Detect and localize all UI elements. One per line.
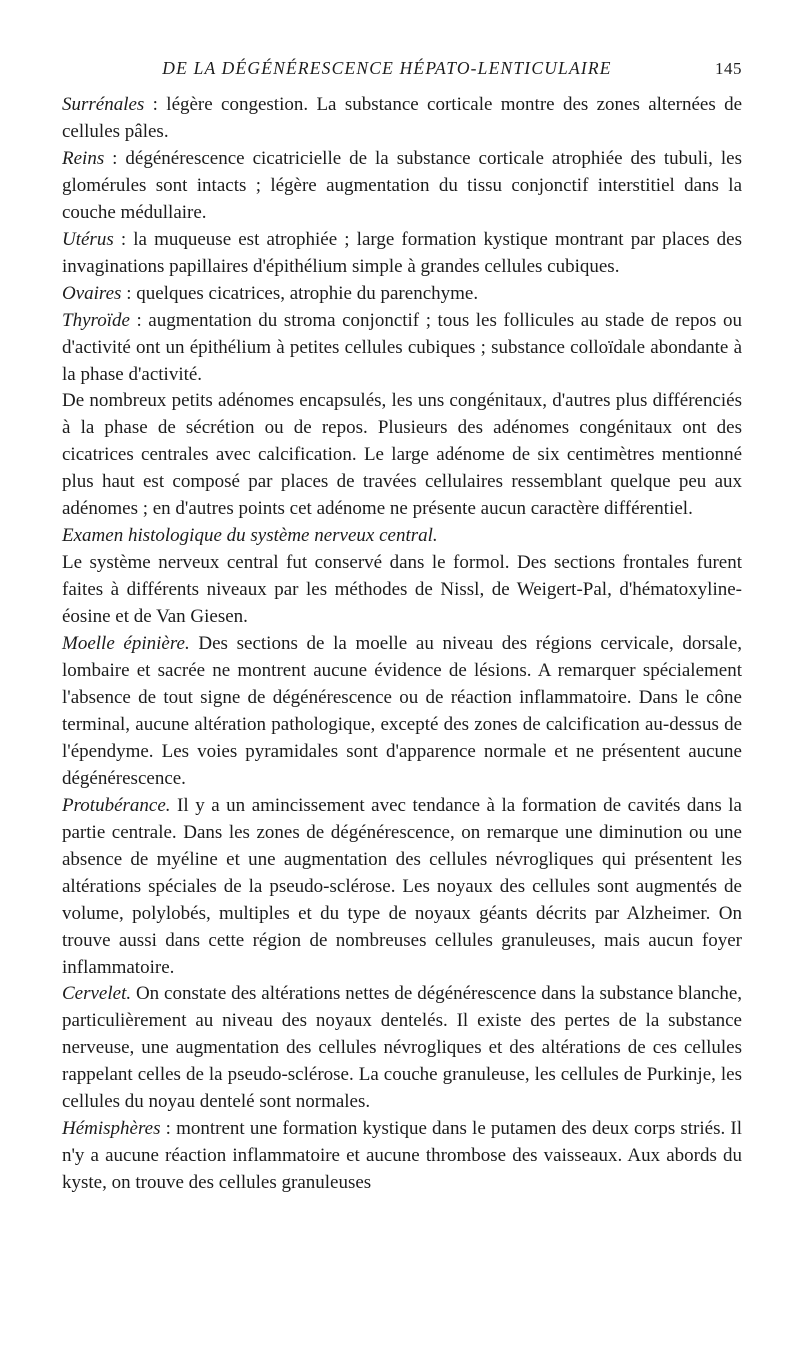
paragraph-moelle (62, 631, 742, 793)
section-heading: Examen histologique du système nerveux central. (62, 525, 438, 547)
paragraph-text: : dégénérescence cicatricielle de la substance corticale atrophiée des tubuli, les glomérules sont intacts ; légère augmentation du tissu conjonctif interstitiel dans la couche médullaire. (62, 147, 742, 223)
paragraph-text: : montrent une formation kystique dans le putamen des deux corps striés. Il n'y a aucune réaction inflammatoire et aucune thrombose des vaisseaux. Aux abords du kyste, on trouve des cellules granuleuses (62, 1118, 742, 1194)
paragraph-lead: Hémisphères (62, 1118, 161, 1140)
paragraph-uterus (62, 227, 742, 281)
paragraph-lead: Thyroïde (62, 309, 130, 331)
paragraph-ovaires (62, 281, 742, 308)
paragraph-text: : augmentation du stroma conjonctif ; tous les follicules au stade de repos ou d'activité ont un épithélium à petites cellules cubiques ; substance colloïdale abondante à la phase d'activité. (62, 309, 742, 385)
paragraph-text: Il y a un amincissement avec tendance à la formation de cavités dans la partie centrale. Dans les zones de dégénérescence, on remarque une diminution ou une absence de myéline et une augmentation des cellules névrogliques qui présentent les altérations spéciales de la pseudo-sclérose. Les noyaux des cellules sont augmentés de volume, polylobés, multiples et du type de noyaux géants décrits par Alzheimer. On trouve aussi dans cette région de nombreuses cellules granuleuses, mais aucun foyer inflammatoire. (62, 794, 742, 978)
paragraph-lead: Reins (62, 147, 105, 169)
paragraph-text: De nombreux petits adénomes encapsulés, les uns congénitaux, d'autres plus différenciés à la phase de sécrétion ou de repos. Plusieurs des adénomes congénitaux ont des cicatrices centrales avec calcification. Le large adénome de six centimètres mentionné plus haut est composé par places de travées cellulaires ressemblant quelque peu aux adénomes ; en d'autres points cet adénome ne présente aucun caractère différentiel. (62, 390, 742, 520)
page-header (62, 56, 742, 86)
body-text (62, 92, 742, 1197)
paragraph-protuberance (62, 793, 742, 982)
paragraph-text: On constate des altérations nettes de dégénérescence dans la substance blanche, particulièrement au niveau des noyaux dentelés. Il existe des pertes de la substance nerveuse, une augmentation des cellules névrogliques et des altérations de ces cellules rappelant celles de la pseudo-sclérose. La couche granuleuse, les cellules de Purkinje, les cellules du noyau dentelé sont normales. (62, 983, 742, 1113)
paragraph-systeme-nerveux (62, 550, 742, 631)
page-number: 145 (715, 59, 742, 78)
paragraph-text: : la muqueuse est atrophiée ; large formation kystique montrant par places des invaginations papillaires d'épithélium simple à grandes cellules cubiques. (62, 228, 742, 277)
paragraph-lead: Protubérance. (62, 794, 171, 816)
paragraph-hemispheres (62, 1116, 742, 1197)
paragraph-text: : quelques cicatrices, atrophie du parenchyme. (121, 282, 479, 304)
paragraph-text: Le système nerveux central fut conservé dans le formol. Des sections frontales furent faites à différents niveaux par les méthodes de Nissl, de Weigert-Pal, d'hématoxyline-éosine et de Van Giesen. (62, 552, 742, 628)
paragraph-lead: Ovaires (62, 282, 122, 304)
paragraph-text: Des sections de la moelle au niveau des régions cervicale, dorsale, lombaire et sacrée ne montrent aucune évidence de lésions. A remarquer spécialement l'absence de tout signe de dégénérescence ou de réaction inflammatoire. Dans le cône terminal, aucune altération pathologique, excepté des zones de calcification au-dessus de l'épendyme. Les voies pyramidales sont d'apparence normale et ne présentent aucune dégénérescence. (62, 633, 743, 789)
paragraph-surrenales (62, 92, 742, 146)
paragraph-cervelet (62, 981, 742, 1116)
paragraph-reins (62, 146, 742, 227)
paragraph-lead: Moelle épinière. (62, 633, 190, 655)
paragraph-lead: Utérus (62, 228, 114, 250)
paragraph-adenomes (62, 388, 742, 523)
running-title: DE LA DÉGÉNÉRESCENCE HÉPATO-LENTICULAIRE (162, 58, 612, 78)
section-heading-examen (62, 523, 742, 550)
paragraph-thyroide (62, 308, 742, 389)
paragraph-text: : légère congestion. La substance corticale montre des zones alternées de cellules pâles. (62, 94, 742, 142)
paragraph-lead: Cervelet. (62, 983, 132, 1005)
paragraph-lead: Surrénales (62, 94, 145, 115)
